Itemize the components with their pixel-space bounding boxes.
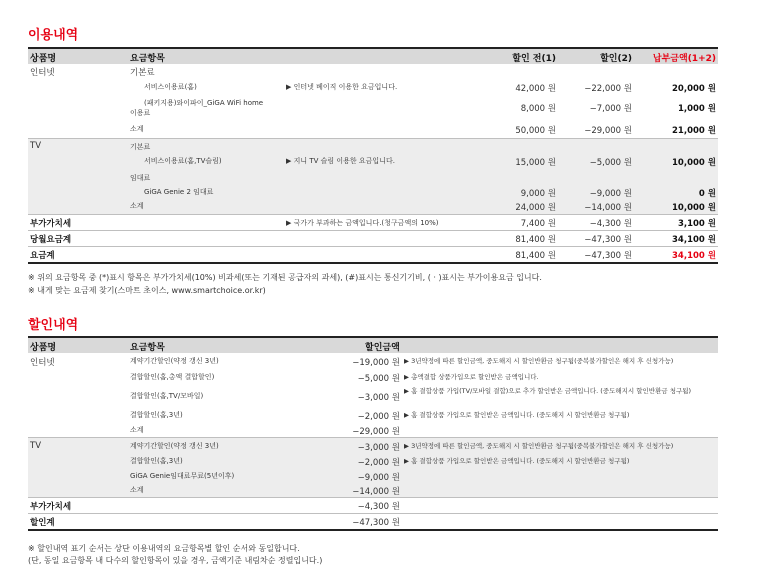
usage-note-1: ※ 위의 요금항목 중 (*)표시 항목은 부가가치세(10%) 비과세(또는 기재된 공급자의 과세), (#)표시는 통신기기비, ( · )표시는 부가이용요금 입니다. — [28, 273, 542, 282]
usage-table — [28, 47, 718, 264]
amount-discount: −29,000 원 — [584, 126, 632, 136]
amount-pay: 20,000 원 — [672, 84, 716, 94]
discount-amount: −9,000 원 — [357, 473, 400, 483]
table-row — [28, 438, 718, 454]
table-row — [28, 199, 718, 213]
item-label: (패키지용)와이파이_GiGA WiFi home — [144, 99, 264, 107]
item-label: 기본료 — [130, 68, 155, 78]
usage-table-header — [28, 47, 718, 64]
item-label: 기본료 — [130, 143, 151, 151]
amount-pay: 3,100 원 — [677, 219, 716, 229]
item-label: 소계 — [130, 125, 144, 133]
table-row — [28, 95, 718, 121]
amount-discount: −9,000 원 — [589, 189, 632, 199]
product-name: TV — [30, 141, 42, 151]
amount-pay: 10,000 원 — [672, 158, 716, 168]
amount-pay: 0 원 — [698, 189, 716, 199]
item-label: 서비스이용료(홈,TV슬림) — [144, 157, 222, 165]
table-row — [28, 353, 718, 369]
vat-note: ▶ 국가가 부과하는 금액입니다.(청구금액의 10%) — [286, 219, 439, 227]
item-label: 결합할인(홈,총액 결합할인) — [130, 373, 215, 381]
item-note: ▶ 인터넷 베이직 이용한 요금입니다. — [286, 83, 398, 91]
item-label: 소계 — [130, 202, 144, 210]
total-label: 요금계 — [30, 251, 55, 261]
amount-discount: −5,000 원 — [589, 158, 632, 168]
amount-before: 50,000 원 — [515, 126, 556, 136]
table-row — [28, 423, 718, 437]
amount-before: 81,400 원 — [515, 235, 556, 245]
amount-pay: 34,100 원 — [672, 235, 716, 245]
discount-amount: −14,000 원 — [352, 487, 400, 497]
header-discount: 할인(2) — [600, 54, 632, 64]
item-label: GiGA Genie임대료무료(5년이후) — [130, 472, 235, 480]
table-row — [28, 80, 718, 95]
item-label: GiGA Genie 2 임대료 — [144, 188, 214, 196]
discount-note: ▶ 3년약정에 따른 할인금액, 중도해지 시 할인반환금 청구됨(중복불가할인은 해지 후 신청가능) — [404, 442, 674, 450]
product-name: 인터넷 — [30, 68, 55, 78]
usage-vat-row — [28, 215, 718, 231]
table-row — [28, 185, 718, 199]
table-row — [28, 121, 718, 137]
discount-amount: −29,000 원 — [352, 427, 400, 437]
header-pay: 납부금액(1+2) — [652, 54, 716, 64]
amount-pay: 1,000 원 — [677, 104, 716, 114]
table-row — [28, 369, 718, 385]
discount-amount: −2,000 원 — [357, 412, 400, 422]
header-amount: 할인금액 — [365, 343, 400, 353]
discount-vat-row — [28, 498, 718, 514]
table-row — [28, 153, 718, 171]
table-row — [28, 385, 718, 407]
amount-discount: −22,000 원 — [584, 84, 632, 94]
usage-total-row — [28, 247, 718, 264]
table-row — [28, 171, 718, 185]
discount-amount: −5,000 원 — [357, 374, 400, 384]
amount-before: 7,400 원 — [520, 219, 556, 229]
table-row — [28, 454, 718, 469]
amount-discount: −14,000 원 — [584, 203, 632, 213]
amount-before: 8,000 원 — [520, 104, 556, 114]
amount-discount: −7,000 원 — [589, 104, 632, 114]
table-row — [28, 483, 718, 497]
amount-before: 15,000 원 — [515, 158, 556, 168]
item-label: 소계 — [130, 486, 144, 494]
discount-amount: −3,000 원 — [357, 443, 400, 453]
header-before: 할인 전(1) — [512, 54, 556, 64]
usage-group-tv — [28, 139, 718, 215]
table-row — [28, 64, 718, 80]
item-label: 결합할인(홈,3년) — [130, 411, 183, 419]
month-label: 당월요금계 — [30, 235, 72, 245]
total-pay: 34,100 원 — [672, 251, 716, 261]
usage-section-title: 이용내역 — [28, 28, 79, 43]
amount-before: 42,000 원 — [515, 84, 556, 94]
discount-section-title: 할인내역 — [28, 318, 79, 333]
usage-note-2: ※ 내게 맞는 요금제 찾기(스마트 초이스, www.smartchoice.or.kr) — [28, 286, 266, 295]
amount-pay: 21,000 원 — [672, 126, 716, 136]
discount-table — [28, 336, 718, 531]
item-label: 서비스이용료(홈) — [144, 83, 197, 91]
discount-note: ▶ 홈 결합상품 가입으로 할인받은 금액입니다. (중도해지 시 할인반환금 청구됨) — [404, 411, 630, 419]
header-item: 요금항목 — [130, 343, 165, 353]
item-label-cont: 이용료 — [130, 109, 151, 117]
item-label: 임대료 — [130, 174, 151, 182]
amount-pay: 10,000 원 — [672, 203, 716, 213]
amount-before: 9,000 원 — [520, 189, 556, 199]
discount-amount: −2,000 원 — [357, 458, 400, 468]
product-name: TV — [30, 441, 42, 451]
table-row — [28, 469, 718, 483]
discount-total-row — [28, 514, 718, 531]
discount-note: ▶ 3년약정에 따른 할인금액, 중도해지 시 할인반환금 청구됨(중복불가할인은 해지 후 신청가능) — [404, 357, 674, 365]
discount-amount: −4,300 원 — [357, 502, 400, 512]
total-label: 할인계 — [30, 518, 55, 528]
discount-amount: −19,000 원 — [352, 358, 400, 368]
vat-label: 부가가치세 — [30, 502, 72, 512]
header-product: 상품명 — [30, 54, 57, 64]
item-label: 소계 — [130, 426, 144, 434]
amount-before: 81,400 원 — [515, 251, 556, 261]
discount-table-header — [28, 336, 718, 353]
discount-group-tv — [28, 438, 718, 498]
discount-note: ▶ 홈 결합상품 가입으로 할인받은 금액입니다. (중도해지 시 할인반환금 청구됨) — [404, 457, 630, 465]
header-item: 요금항목 — [130, 54, 165, 64]
discount-note-2: (단, 동일 요금항목 내 다수의 할인항목이 있을 경우, 금액기준 내림차순 정렬입니다.) — [28, 556, 323, 565]
amount-discount: −47,300 원 — [584, 235, 632, 245]
header-product: 상품명 — [30, 343, 57, 353]
amount-discount: −47,300 원 — [584, 251, 632, 261]
table-row — [28, 139, 718, 153]
discount-note: ▶ 홈 결합상품 가입(TV/모바일 결합)으로 추가 할인받은 금액입니다. (중도해지시 할인반환금 청구됨) — [404, 387, 692, 395]
item-note: ▶ 지니 TV 슬림 이용한 요금입니다. — [286, 157, 395, 165]
table-row — [28, 407, 718, 423]
item-label: 계약기간할인(약정 갱신 3년) — [130, 357, 219, 365]
amount-before: 24,000 원 — [515, 203, 556, 213]
item-label: 결합할인(홈,TV/모바일) — [130, 392, 204, 400]
discount-note: ▶ 총액결합 상품가입으로 할인받은 금액입니다. — [404, 373, 539, 381]
item-label: 결합할인(홈,3년) — [130, 457, 183, 465]
item-label: 계약기간할인(약정 갱신 3년) — [130, 442, 219, 450]
discount-amount: −47,300 원 — [352, 518, 400, 528]
amount-discount: −4,300 원 — [589, 219, 632, 229]
product-name: 인터넷 — [30, 358, 55, 368]
discount-amount: −3,000 원 — [357, 393, 400, 403]
vat-label: 부가가치세 — [30, 219, 72, 229]
usage-month-row — [28, 231, 718, 247]
discount-note-1: ※ 할인내역 표기 순서는 상단 이용내역의 요금항목별 할인 순서와 동일합니다. — [28, 544, 300, 553]
discount-group-internet — [28, 353, 718, 438]
usage-group-internet — [28, 64, 718, 139]
